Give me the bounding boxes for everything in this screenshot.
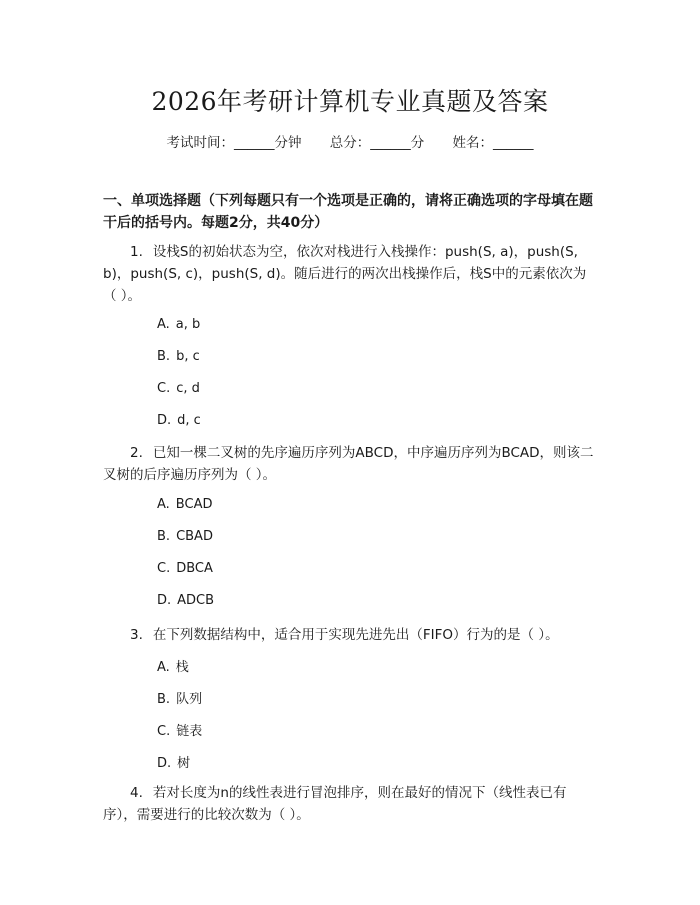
exam-time-blank: ______: [233, 135, 275, 151]
option-letter: C.: [157, 381, 171, 396]
question-text: 设栈S的初始状态为空，依次对栈进行入栈操作：push(S, a)，push(S, b)，push(S, c)，push(S, d)。随后进行的两次出栈操作后，栈S中的元素依次为（ ）。: [103, 244, 587, 304]
total-score-blank: ______: [370, 135, 411, 151]
question-number: 2.: [130, 445, 143, 461]
option-letter: A.: [157, 660, 170, 675]
exam-time-label: 考试时间：: [166, 135, 234, 151]
question-text: 若对长度为n的线性表进行冒泡排序，则在最好的情况下（线性表已有序），需要进行的比较次数为（ ）。: [103, 785, 567, 823]
option-text: DBCA: [176, 561, 213, 576]
question-number: 1.: [130, 244, 143, 260]
exam-time-field: [166, 135, 305, 151]
option-3c: [157, 720, 202, 739]
option-text: BCAD: [175, 497, 213, 512]
question-text: 已知一棵二叉树的先序遍历序列为ABCD，中序遍历序列为BCAD，则该二叉树的后序遍历序列为（ ）。: [103, 445, 594, 483]
option-letter: B.: [157, 692, 171, 707]
option-text: 树: [177, 756, 191, 771]
option-3d: [157, 752, 190, 771]
option-letter: C.: [157, 561, 171, 576]
question-number: 3.: [130, 627, 143, 643]
option-letter: A.: [157, 317, 170, 332]
question-3: [103, 624, 598, 646]
exam-meta-line: [0, 131, 700, 151]
option-text: b, c: [176, 349, 200, 364]
option-letter: A.: [157, 497, 170, 512]
option-3a: [157, 656, 189, 675]
total-score-label: 总分：: [329, 135, 371, 151]
question-1: [103, 241, 598, 307]
option-letter: D.: [157, 756, 172, 771]
question-2: [103, 442, 598, 486]
option-2a: [157, 497, 212, 512]
option-letter: C.: [157, 724, 171, 739]
option-letter: B.: [157, 529, 171, 544]
question-text: 在下列数据结构中，适合用于实现先进先出（FIFO）行为的是（ ）。: [152, 627, 559, 643]
option-2c: [157, 561, 213, 576]
page-title: 2026年考研计算机专业真题及答案: [151, 87, 549, 116]
option-text: CBAD: [176, 529, 213, 544]
option-letter: D.: [157, 413, 172, 428]
option-1b: [157, 349, 200, 364]
option-text: c, d: [176, 381, 200, 396]
name-field: [453, 135, 534, 151]
option-1a: [157, 317, 200, 332]
option-letter: D.: [157, 593, 172, 608]
name-label: 姓名：: [452, 135, 494, 151]
option-text: ADCB: [177, 593, 215, 608]
option-text: d, c: [177, 413, 201, 428]
option-3b: [157, 688, 202, 707]
section-heading: 一、单项选择题（下列每题只有一个选项是正确的，请将正确选项的字母填在题干后的括号内。每题2分，共40分）: [103, 193, 593, 231]
total-score-field: [330, 135, 429, 151]
question-4: [103, 782, 598, 826]
option-2d: [157, 593, 214, 608]
question-number: 4.: [130, 785, 143, 801]
option-text: 栈: [175, 660, 189, 675]
option-1c: [157, 381, 200, 396]
option-text: 链表: [176, 724, 203, 739]
option-2b: [157, 529, 213, 544]
option-letter: B.: [157, 349, 171, 364]
option-text: 队列: [176, 692, 203, 707]
name-blank: ______: [493, 135, 534, 151]
exam-time-unit: 分钟: [274, 135, 302, 151]
option-text: a, b: [175, 317, 201, 332]
option-1d: [157, 413, 201, 428]
total-score-unit: 分: [410, 135, 425, 151]
